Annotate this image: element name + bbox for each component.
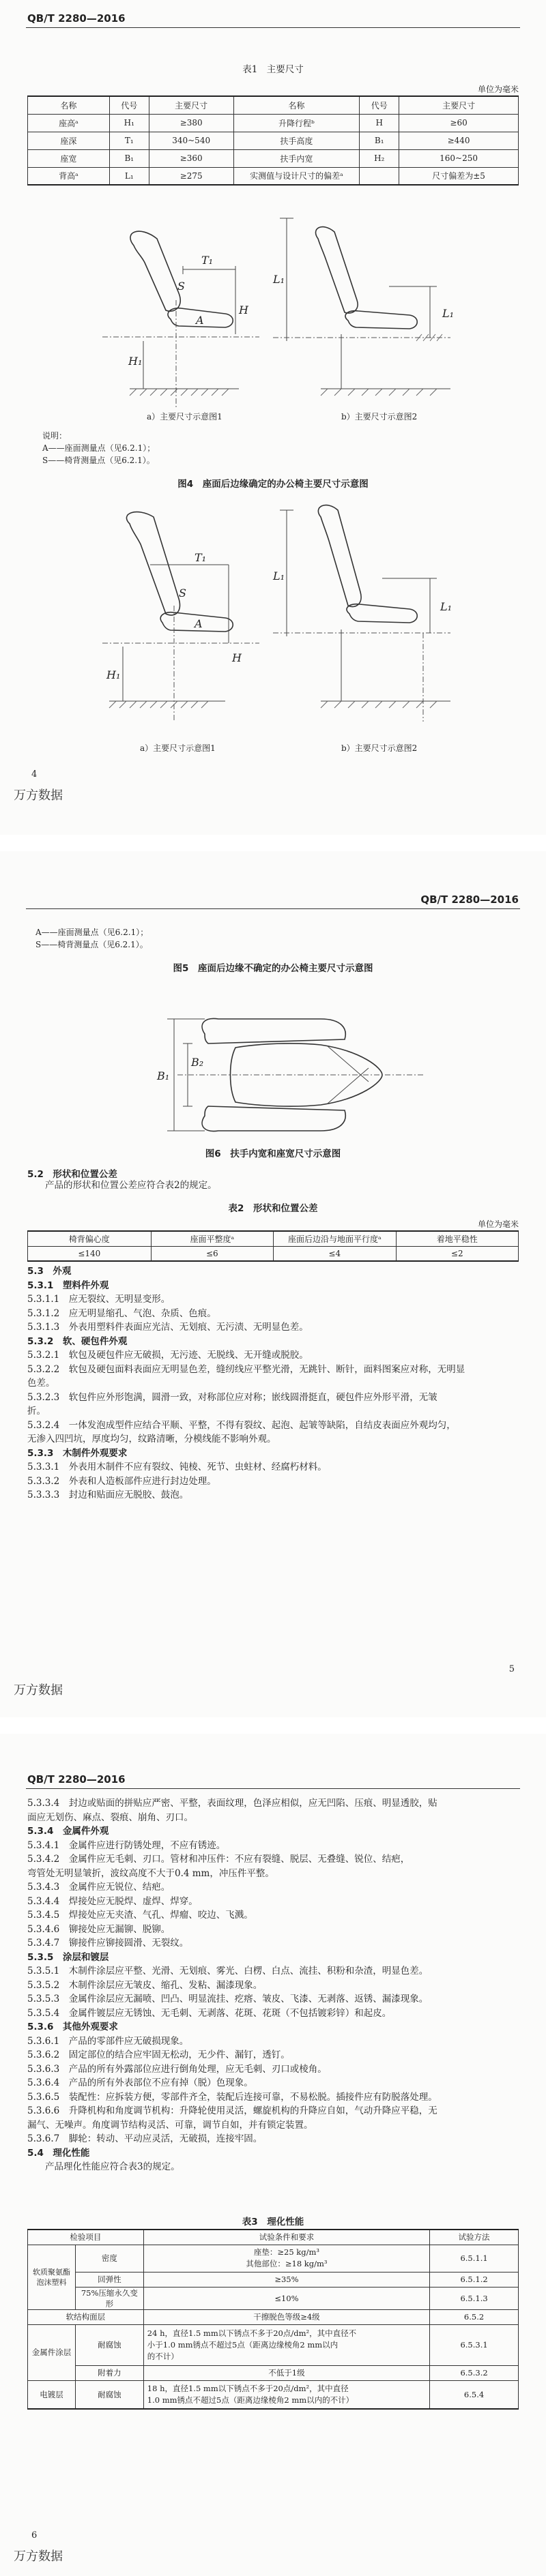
page-header: QB/T 2280—2016 [420,893,519,906]
table-cell: 电镀层 [28,2380,76,2409]
table-cell [143,2245,429,2272]
table-cell: L₁ [109,167,149,185]
table-cell: 附着力 [75,2365,143,2380]
fig4-label-h1: H₁ [128,355,143,368]
table1-header: 主要尺寸 [149,96,233,114]
table3-header: 试验方法 [430,2230,519,2245]
fig5-note-s: S——椅背测量点（见6.2.1）。 [35,940,148,949]
fig4-note-a: A——座面测量点（见6.2.1）； [42,443,156,453]
paragraph-line: 5.3.2.3 软包件应外形饱满，圆滑一致，对称部位应对称；嵌线圆滑挺直，硬包件应外形平滑，无皱 [27,1391,437,1403]
density-req-2: 其他部位：≥18 kg/m³ [246,2259,328,2268]
table-row [28,2272,519,2287]
corrosion-req-2: 小于1.0 mm锈点不超过5点（距离边缘棱角2 mm以内 [147,2339,339,2350]
table-cell: 160~250 [399,149,519,167]
table-row [28,1246,519,1261]
fig4-chair-a [102,231,259,409]
fig5-caption: 图5 座面后边缘不确定的办公椅主要尺寸示意图 [173,963,373,974]
paragraph-line: 5.3.1.1 应无裂纹、无明显变形。 [27,1294,171,1305]
paragraph-line: 5.3.3.2 外表和人造板部件应进行封边处理。 [27,1475,216,1487]
page-number: 6 [31,2530,38,2541]
fig5-diagram [0,497,546,742]
fig4-label-h: H [239,304,248,316]
table-cell: B₁ [109,149,149,167]
paragraph-line: 5.3.5.1 木制件涂层应平整、光滑、无划痕、雾光、白楞、白点、流挂、积粉和杂渣，明显色差。 [27,1966,429,1977]
table-cell: 75%压缩永久变形 [75,2287,143,2309]
table-row [28,132,519,149]
table2-title: 表2 形状和位置公差 [228,1203,318,1214]
fig5-sub-b: b）主要尺寸示意图2 [341,743,418,753]
table1-title: 表1 主要尺寸 [242,64,304,75]
fig4-chair-b [273,218,450,396]
table-cell: B₁ [360,132,399,149]
fig5-label-s: S [179,587,186,599]
fig4-note-s: S——椅背测量点（见6.2.1）。 [42,456,155,465]
table-cell: 340~540 [149,132,233,149]
table-cell [143,2324,429,2365]
table3-title: 表3 理化性能 [242,2217,304,2227]
table-cell: 升降行程ᵇ [233,114,360,132]
table2 [27,1230,519,1262]
table-row [28,2380,519,2409]
table-cell: 6.5.1.3 [430,2287,519,2309]
paragraph-line: 5.3.1.3 外表用塑料件表面应光洁、无划痕、无污渍、无明显色差。 [27,1322,308,1333]
table-cell: 软结构面层 [28,2309,144,2324]
page-header: QB/T 2280—2016 [27,12,126,25]
paragraph-line: 5.3.4.4 焊接处应无脱焊、虚焊、焊穿。 [27,1895,198,1907]
table-cell: ≥440 [399,132,519,149]
fig4-caption: 图4 座面后边缘确定的办公椅主要尺寸示意图 [177,479,369,490]
fig5-label-h1: H₁ [106,668,121,681]
header-rule [26,27,520,28]
table-cell: 耐腐蚀 [75,2380,143,2409]
paragraph-line: 5.3.3.4 封边或贴面的拼贴应严密、平整，表面纹理，色泽应相似，应无凹陷、压痕、明显透胶，贴 [27,1798,437,1809]
paragraph-line: 产品理化性能应符合表3的规定。 [45,2161,180,2172]
density-req-1: 座垫：≥25 kg/m³ [253,2247,320,2257]
paragraph-line: 5.3.5.3 金属件涂层应无漏喷、凹凸、明显流挂、疙瘩、皱皮、飞漆、无剥落、返锈、漏漆现象。 [27,1994,429,2004]
table-row [28,2245,519,2272]
paragraph-line: 5.3.2.2 软包及硬包面料表面应无明显色差，缝纫线应平整光滑，无跳针、断针，面料图案应对称，无明显 [27,1363,465,1375]
fig4-label-l1b: L₁ [442,307,455,320]
table-cell: 金属件涂层 [28,2324,76,2380]
page-number: 5 [508,1664,515,1674]
fig6-label-b1: B₁ [157,1069,170,1082]
fig4-label-a: A [196,314,204,327]
table3 [27,2229,519,2410]
paragraph-line: 5.3.2.1 软包及硬包件应无破损，无污迹、无脱线、无开缝或脱胶。 [27,1350,308,1361]
table-cell: ≤10% [143,2287,429,2309]
table-cell: 6.5.3.1 [430,2324,519,2365]
table-cell: 座深 [28,132,110,149]
paragraph-line: 5.3.4.1 金属件应进行防锈处理，不应有锈迹。 [27,1839,226,1851]
table-cell [143,2380,429,2409]
section-5-3-text [27,1264,519,1502]
page-number: 4 [31,769,38,780]
section-heading: 5.3.3 木制件外观要求 [27,1447,128,1459]
table-cell: 不低于1级 [143,2365,429,2380]
table-cell: 尺寸偏差为±5 [399,167,519,185]
table-row [28,167,519,185]
page-1 [0,0,546,835]
table1-header: 名称 [233,96,360,114]
fig4-sub-a: a）主要尺寸示意图1 [147,412,222,421]
section-heading: 5.3.4 金属件外观 [27,1826,109,1837]
paragraph-line: 5.3.3.3 封边和贴面应无脱胶、鼓泡。 [27,1490,189,1500]
fig4-diagram [0,198,546,423]
page-3 [0,1734,546,2576]
table2-header: 座面平整度ᵃ [151,1231,273,1246]
watermark: 万方数据 [14,2549,63,2564]
paragraph-line: 无渗入四凹坑，厚度均匀，纹路清晰，分模线能不影响外观。 [27,1434,276,1445]
paragraph-line: 5.3.1.2 应无明显缩孔、气泡、杂质、色痕。 [27,1307,216,1319]
table-cell: 6.5.4 [430,2380,519,2409]
paragraph-line: 5.3.6.1 产品的零部件应无破损现象。 [27,2035,189,2047]
fig5-label-l1b: L₁ [440,600,452,613]
fig5-sub-a: a）主要尺寸示意图1 [140,743,216,753]
table-cell: H₂ [360,149,399,167]
fig5-note-a: A——座面测量点（见6.2.1）； [35,928,149,937]
plating-req-1: 18 h，直径1.5 mm以下锈点不多于20点/dm²，其中直径 [147,2383,349,2393]
table-cell: ≥380 [149,114,233,132]
table-cell: 6.5.2 [430,2309,519,2324]
fig4-sub-b: b）主要尺寸示意图2 [341,412,418,421]
fig4-note-title: 说明： [42,431,68,441]
watermark: 万方数据 [14,788,63,803]
section-5-2-text: 产品的形状和位置公差应符合表2的规定。 [45,1180,217,1191]
header-rule [26,908,520,909]
section-5-2-heading: 5.2 形状和位置公差 [27,1169,117,1180]
table-cell: ≥60 [399,114,519,132]
table2-header: 座面后边沿与地面平行度ᵃ [274,1231,396,1246]
table1-header: 代号 [360,96,399,114]
page-header: QB/T 2280—2016 [27,1773,126,1786]
header-rule [26,1788,520,1789]
table-cell: 6.5.3.2 [430,2365,519,2380]
paragraph-line: 5.3.6.7 脚轮：转动、平动应灵活，无破损，连接牢固。 [27,2133,263,2144]
table-cell: ≤4 [274,1246,396,1261]
table-cell: 扶手高度 [233,132,360,149]
table-cell: 干擦脱色等级≥4级 [143,2309,429,2324]
paragraph-line: 5.3.5.4 金属件镀层应无锈蚀、无毛刺、无剥落、花斑、花斑（不包括镀彩锌）和起皮。 [27,2007,392,2019]
fig4-label-t1: T₁ [201,254,214,267]
page-gap [0,835,546,851]
table-cell: ≥275 [149,167,233,185]
fig4-label-l1: L₁ [273,273,285,286]
paragraph-line: 漏气、无噪声。角度调节结构灵活、可靠，调节自如，并有锁定装置。 [27,2119,313,2131]
fig5-chair-b [273,505,450,722]
page-2 [0,851,546,1717]
table3-header: 检验项目 [28,2230,144,2245]
corrosion-req-1: 24 h，直径1.5 mm以下锈点不多于20点/dm²，其中直径不 [147,2328,357,2338]
table-cell: ≥35% [143,2272,429,2287]
section-5-3-continued [27,1796,519,2174]
paragraph-line: 5.3.4.5 焊接处应无夹渣、气孔、焊瘤、咬边、飞溅。 [27,1910,253,1921]
paragraph-line: 5.3.4.2 金属件应无毛刺、刃口。管材和冲压件：不应有裂缝、脱层、无叠缝、锐位、结疤， [27,1854,410,1865]
section-heading: 5.3 外观 [27,1266,72,1277]
section-heading: 5.3.5 涂层和镀层 [27,1951,109,1963]
table-cell: H₁ [109,114,149,132]
paragraph-line: 5.3.5.2 木制件涂层应无皱皮、缩孔、发粘、漏漆现象。 [27,1979,263,1991]
fig6-label-b2: B₂ [191,1056,204,1069]
table-cell: ≤6 [151,1246,273,1261]
table-cell: H [360,114,399,132]
table-cell: 6.5.1.1 [430,2245,519,2272]
paragraph-line: 面应无划伤、麻点、裂痕、崩角、刃口。 [27,1811,193,1823]
table2-header: 椅背偏心度 [28,1231,152,1246]
section-heading: 5.3.2 软、硬包件外观 [27,1335,128,1347]
fig5-label-a: A [195,617,203,630]
table1-header: 主要尺寸 [399,96,519,114]
paragraph-line: 5.3.6.5 装配性：应拆装方便，零部件齐全，装配后连接可靠，不易松脱。插接件应有防脱落处理。 [27,2091,437,2103]
table-cell: 耐腐蚀 [75,2324,143,2365]
fig5-label-l1: L₁ [273,569,285,582]
table-cell: 座宽 [28,149,110,167]
fig4-label-s: S [177,280,185,293]
table-cell: T₁ [109,132,149,149]
table-cell [360,167,399,185]
watermark: 万方数据 [14,1683,63,1698]
paragraph-line: 5.3.6.2 固定部位的结合应牢固无松动，无少件、漏钉，透钉。 [27,2049,290,2060]
paragraph-line: 色差。 [27,1378,55,1389]
table-cell: 实测值与设计尺寸的偏差ᵃ [233,167,360,185]
table-row [28,149,519,167]
fig5-label-t1: T₁ [195,551,207,564]
plating-req-2: 1.0 mm锈点不超过5点（距离边缘棱角2 mm以内的不计） [147,2395,354,2405]
table1-unit: 单位为毫米 [477,85,519,94]
table-cell: ≥360 [149,149,233,167]
table-row [28,114,519,132]
table1-header: 名称 [28,96,110,114]
table2-header: 着地平稳性 [396,1231,519,1246]
fig5-label-h: H [232,651,242,664]
paragraph-line: 5.3.4.3 金属件应无锐位、结疤。 [27,1882,171,1893]
section-heading: 5.3.6 其他外观要求 [27,2022,118,2032]
paragraph-line: 5.3.4.6 铆接处应无漏铆、脱铆。 [27,1923,171,1935]
paragraph-line: 弯管处无明显皱折，波纹高度不大于0.4 mm，冲压件平整。 [27,1867,274,1879]
table-cell: 软质聚氨酯泡沫塑料 [28,2245,76,2309]
table-cell: 座高ᵃ [28,114,110,132]
paragraph-line: 5.3.2.4 一体发泡成型件应结合平顺、平整，不得有裂纹、起泡、起皱等缺陷，自结皮表面应外观均匀， [27,1419,456,1431]
table-row [28,2309,519,2324]
paragraph-line: 折。 [27,1406,46,1417]
paragraph-line: 5.3.4.7 铆接件应铆接圆滑、无裂纹。 [27,1938,189,1949]
paragraph-line: 5.3.6.4 产品的所有外表部位不应有掉（脱）色现象。 [27,2077,253,2088]
table-cell: 背高ᵃ [28,167,110,185]
table-row [28,2365,519,2380]
section-heading: 5.3.1 塑料件外观 [27,1279,109,1291]
table3-header: 试验条件和要求 [143,2230,429,2245]
paragraph-line: 5.3.6.3 产品的所有外露部位应进行倒角处理，应无毛刺、刃口或棱角。 [27,2063,327,2075]
fig6-diagram [0,986,546,1164]
table1-header: 代号 [109,96,149,114]
table-cell: 6.5.1.2 [430,2272,519,2287]
fig6-caption: 图6 扶手内宽和座宽尺寸示意图 [205,1149,341,1159]
table-cell: 回弹性 [75,2272,143,2287]
paragraph-line: 5.3.3.1 外表用木制件不应有裂纹、钝棱、死节、虫蛀材、经腐朽材料。 [27,1462,327,1472]
table-cell: 密度 [75,2245,143,2272]
table-cell: ≤140 [28,1246,152,1261]
table-row [28,2324,519,2365]
table-row [28,2287,519,2309]
table1 [27,95,519,186]
table-cell: 扶手内宽 [233,149,360,167]
corrosion-req-3: 的不计） [147,2351,179,2361]
paragraph-line: 5.3.6.6 升降机构和角度调节机构：升降轮使用灵活，螺旋机构的升降应自如，气动升降应平稳，无 [27,2105,437,2116]
section-heading: 5.4 理化性能 [27,2147,90,2159]
page-gap [0,1717,546,1734]
fig5-chair-a [102,512,259,722]
table-cell: ≤2 [396,1246,519,1261]
table2-unit: 单位为毫米 [477,1219,519,1229]
